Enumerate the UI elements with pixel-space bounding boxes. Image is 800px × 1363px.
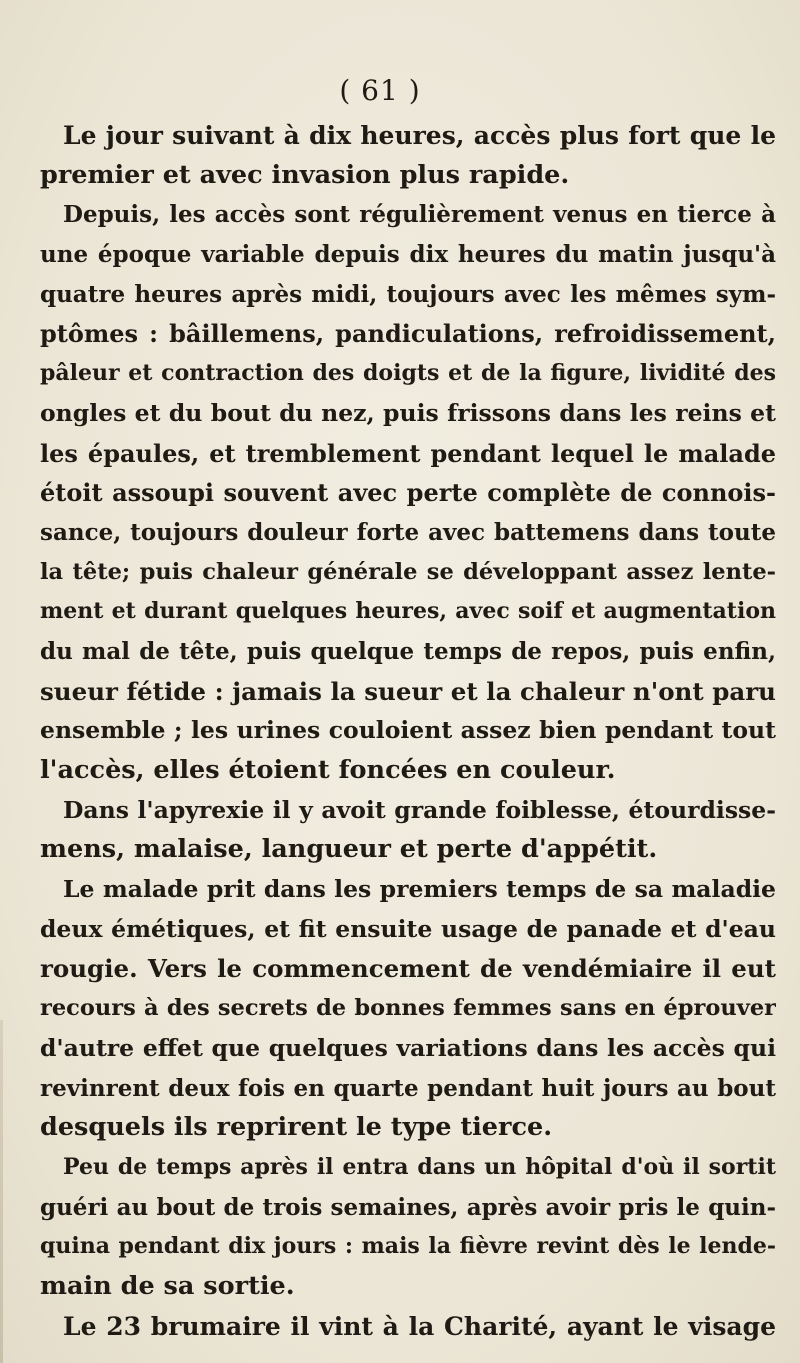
text-line: quina pendant dix jours : mais la fièvre revint dès le lende- [40, 1233, 776, 1260]
text-line: les épaules, et tremblement pendant lequel le malade [40, 438, 776, 468]
text-line: Depuis, les accès sont régulièrement venus en tierce à [63, 201, 776, 229]
text-line: l'accès, elles étoient foncées en couleur. [40, 755, 616, 785]
text-line: premier et avec invasion plus rapide. [40, 159, 570, 190]
text-line: sueur fétide : jamais la sueur et la chaleur n'ont paru [40, 676, 776, 706]
text-line: guéri au bout de trois semaines, après avoir pris le quin- [40, 1193, 776, 1221]
body-text [40, 116, 776, 1346]
text-line: recours à des secrets de bonnes femmes sans en éprouver [40, 995, 776, 1022]
text-line: sance, toujours douleur forte avec battemens dans toute [40, 518, 776, 546]
text-line: Le malade prit dans les premiers temps de sa maladie [63, 875, 776, 904]
text-line: ptômes : bâillemens, pandiculations, refroidissement, [40, 319, 776, 349]
text-line: mens, malaise, langueur et perte d'appétit. [40, 834, 658, 865]
text-line: une époque variable depuis dix heures du matin jusqu'à [40, 241, 776, 269]
text-line: revinrent deux fois en quarte pendant huit jours au bout [40, 1074, 776, 1102]
text-line: Dans l'apyrexie il y avoit grande foiblesse, étourdisse- [63, 795, 776, 824]
text-line: pâleur et contraction des doigts et de la figure, lividité des [40, 360, 776, 387]
page-edge-shadow [0, 1020, 3, 1363]
text-line: main de sa sortie. [40, 1270, 295, 1301]
text-line: Le 23 brumaire il vint à la Charité, ayant le visage [63, 1311, 776, 1341]
text-line: ment et durant quelques heures, avec soif et augmentation [40, 598, 776, 625]
text-line: Le jour suivant à dix heures, accès plus fort que le [63, 121, 776, 150]
text-line: d'autre effet que quelques variations dans les accès qui [40, 1033, 776, 1062]
text-line: deux émétiques, et fit ensuite usage de panade et d'eau [40, 914, 776, 943]
text-line: ongles et du bout du nez, puis frissons dans les reins et [40, 398, 776, 427]
text-line: quatre heures après midi, toujours avec les mêmes sym- [40, 280, 776, 308]
text-line: Peu de temps après il entra dans un hôpital d'où il sortit [63, 1153, 776, 1180]
page-number: ( 61 ) [339, 74, 421, 107]
text-line: étoit assoupi souvent avec perte complète de connois- [40, 478, 776, 508]
text-line: la tête; puis chaleur générale se développant assez lente- [40, 558, 776, 585]
text-line: du mal de tête, puis quelque temps de repos, puis enfin, [40, 637, 776, 665]
text-line: desquels ils reprirent le type tierce. [40, 1112, 553, 1143]
text-line: rougie. Vers le commencement de vendémiaire il eut [40, 954, 776, 984]
text-line: ensemble ; les urines couloient assez bien pendant tout [40, 716, 776, 745]
